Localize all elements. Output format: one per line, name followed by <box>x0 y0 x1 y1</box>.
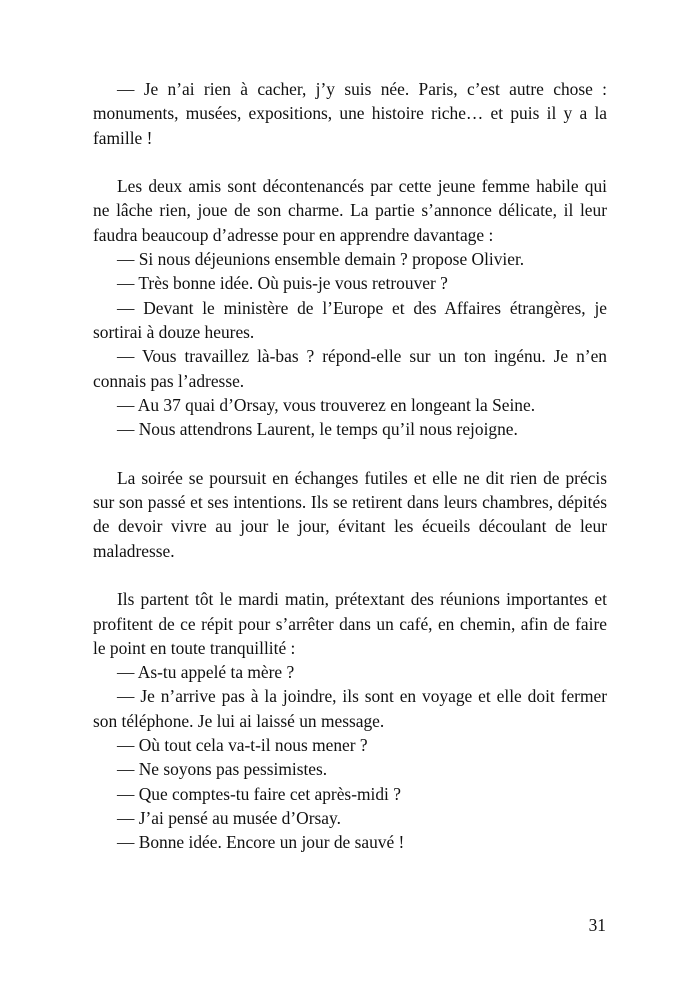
dialogue-line: — Très bonne idée. Où puis-je vous retrouver ? <box>117 273 448 294</box>
page-number: 31 <box>588 915 606 935</box>
paragraph: Ils partent tôt le mardi matin, prétextant des réunions importantes et profitent de ce répit pour s’arrêter dans un café, en chemin, afin de faire le point en toute tranquillité : <box>93 589 607 658</box>
dialogue-line: — Bonne idée. Encore un jour de sauvé ! <box>117 832 405 853</box>
dialogue-line: — Devant le ministère de l’Europe et des Affaires étrangères, je sortirai à douze heures. <box>93 297 607 342</box>
paragraph: Les deux amis sont décontenancés par cette jeune femme habile qui ne lâche rien, joue de son charme. La partie s’annonce délicate, il leur faudra beaucoup d’adresse pour en apprendre davantage : <box>93 176 607 245</box>
page-body <box>93 77 607 855</box>
dialogue-line: — Où tout cela va-t-il nous mener ? <box>117 735 368 756</box>
dialogue-line: — Ne soyons pas pessimistes. <box>117 759 328 780</box>
dialogue-line: — As-tu appelé ta mère ? <box>117 662 295 683</box>
dialogue-line: — J’ai pensé au musée d’Orsay. <box>117 807 341 828</box>
dialogue-line: — Au 37 quai d’Orsay, vous trouverez en longeant la Seine. <box>117 394 536 415</box>
dialogue-line: — Si nous déjeunions ensemble demain ? propose Olivier. <box>117 249 525 270</box>
paragraph: — Je n’ai rien à cacher, j’y suis née. Paris, c’est autre chose : monuments, musées, expositions, une histoire riche… et puis il y a la famille ! <box>93 79 607 148</box>
dialogue-line: — Je n’arrive pas à la joindre, ils sont en voyage et elle doit fermer son téléphone. Je lui ai laissé un message. <box>93 686 607 731</box>
dialogue-line: — Nous attendrons Laurent, le temps qu’il nous rejoigne. <box>117 419 518 440</box>
dialogue-line: — Vous travaillez là-bas ? répond-elle sur un ton ingénu. Je n’en connais pas l’adresse. <box>93 346 607 391</box>
paragraph: La soirée se poursuit en échanges futiles et elle ne dit rien de précis sur son passé et ses intentions. Ils se retirent dans leurs chambres, dépités de devoir vivre au jour le jour, évitant les écueils découlant de leur maladresse. <box>93 467 607 561</box>
dialogue-line: — Que comptes-tu faire cet après-midi ? <box>117 783 401 804</box>
